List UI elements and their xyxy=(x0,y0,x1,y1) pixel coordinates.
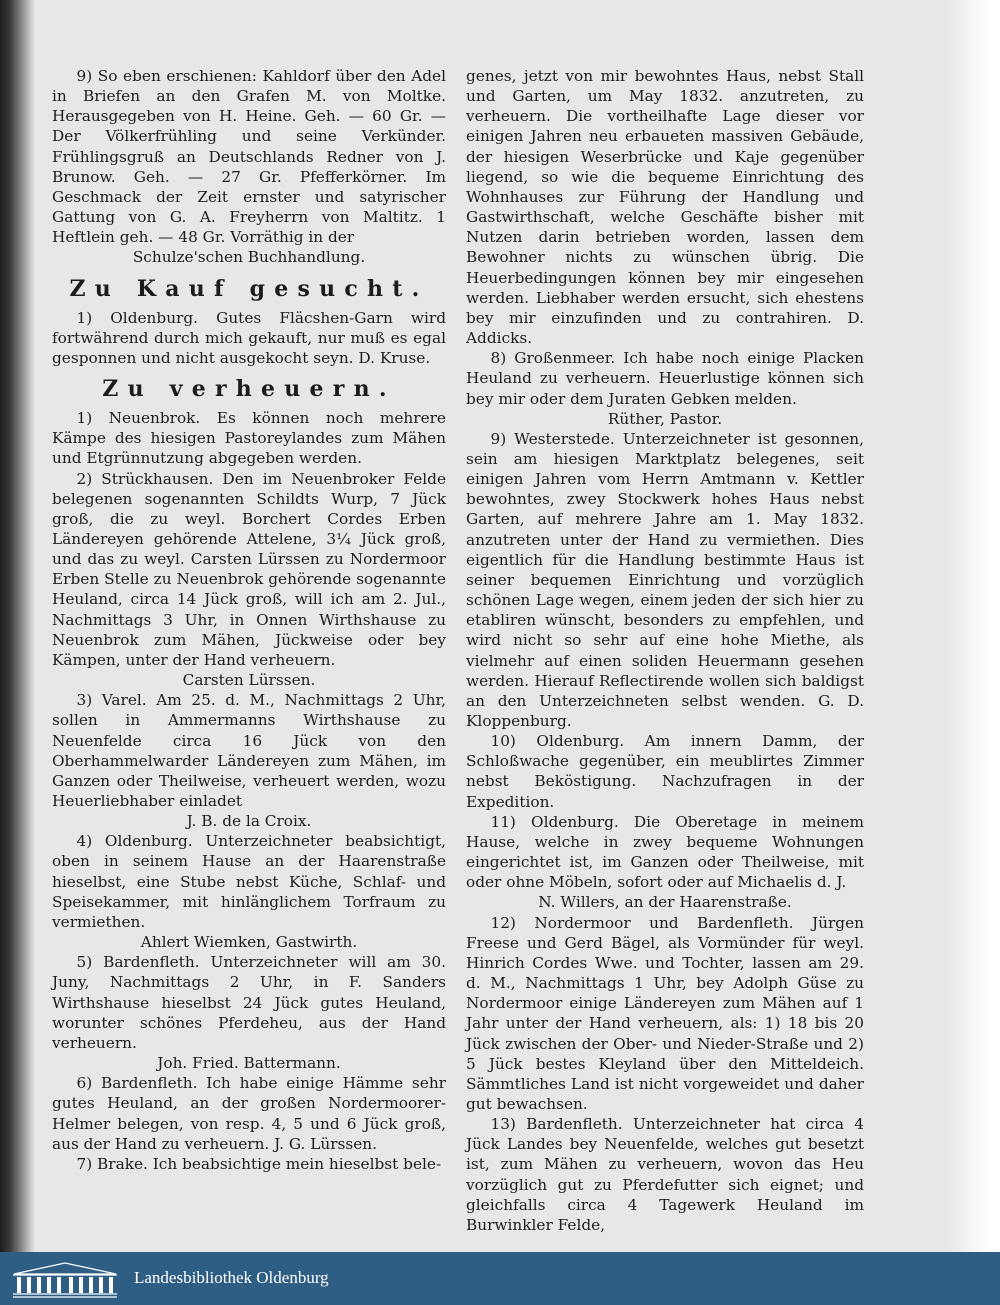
notice-9-signature: Schulze'schen Buchhandlung. xyxy=(132,248,366,267)
library-building-logo-icon xyxy=(10,1260,120,1300)
section-heading-verheuern: Zu verheuern. xyxy=(102,376,396,403)
verheuern-notice-3-signature: J. B. de la Croix. xyxy=(186,812,312,831)
verheuern-notice-10: 10) Oldenburg. Am innern Damm, der Schloßwache gegenüber, ein meublirtes Zimmer nebst Beköstigung. Nachzufragen in der Expedition. xyxy=(466,732,864,811)
verheuern-notice-8-signature: Rüther, Pastor. xyxy=(607,409,723,428)
notice-9-books: 9) So eben erschienen: Kahldorf über den Adel in Briefen an den Grafen M. von Moltke. Herausgegeben von H. Heine. Geh. — 60 Gr. — Der Völkerfrühling und seine Verkünder. Frühlingsgruß an Deutschlands Redner von J. Brunow. Geh. — 27 Gr. Pfefferkörner. Im Geschmack der Zeit ernster und satyrischer Gattung von G. A. Freyherrn von Maltitz. 1 Heftlein geh. — 48 Gr. Vorräthig in der xyxy=(52,67,446,247)
verheuern-notice-5-signature: Joh. Fried. Battermann. xyxy=(157,1054,341,1073)
footer-library-name[interactable]: Landesbibliothek Oldenburg xyxy=(134,1268,329,1287)
verheuern-notice-8: 8) Großenmeer. Ich habe noch einige Placken Heuland zu verheuern. Heuerlustige können sich bey mir oder dem Juraten Gebken melden. xyxy=(466,349,864,408)
book-spine-shadow xyxy=(0,0,34,1252)
verheuern-notice-4: 4) Oldenburg. Unterzeichneter beabsichtigt, oben in seinem Hause an der Haarenstraße hieselbst, eine Stube nebst Küche, Schlaf- und Speisekammer, mit hinlänglichem Torfraum zu vermiethen. xyxy=(52,832,446,931)
verheuern-notice-4-signature: Ahlert Wiemken, Gastwirth. xyxy=(140,933,358,952)
verheuern-notice-2-signature: Carsten Lürssen. xyxy=(182,671,316,690)
verheuern-notice-7-start: 7) Brake. Ich beabsichtige mein hieselbst bele- xyxy=(76,1154,442,1173)
verheuern-notice-7-continued: genes, jetzt von mir bewohntes Haus, nebst Stall und Garten, um May 1832. anzutreten, zu verheuern. Die vortheilhafte Lage dieser vor einigen Jahren neu erbaueten massiven Gebäude, der hiesigen Weserbrücke und Kaje gegenüber liegend, so wie die bequeme Einrichtung des Wohnhauses zur Führung der Handlung und Gastwirthschaft, welche Geschäfte bisher mit Nutzen darin betrieben worden, lassen dem Bewohner nichts zu wünschen übrig. Die Heuerbedingungen können bey mir eingesehen werden. Liebhaber werden ersucht, sich ehestens bey mir einzufinden und zu contrahiren. D. Addicks. xyxy=(466,67,864,348)
footer-bar xyxy=(0,1252,1000,1305)
verheuern-notice-5: 5) Bardenfleth. Unterzeichneter will am 30. Juny, Nachmittags 2 Uhr, in F. Sanders Wirthshause hieselbst 24 Jück gutes Heuland, worunter schönes Pferdeheu, aus der Hand verheuern. xyxy=(52,953,446,1052)
verheuern-notice-13: 13) Bardenfleth. Unterzeichneter hat circa 4 Jück Landes bey Neuenfelde, welches gut besetzt ist, zum Mähen zu verheuern, wovon das Heu vorzüglich gut zu Pferdefutter sich eignet; und gleichfalls circa 4 Tagewerk Heuland im Burwinkler Felde, xyxy=(466,1115,864,1234)
verheuern-notice-1: 1) Neuenbrok. Es können noch mehrere Kämpe des hiesigen Pastoreylandes zum Mähen und Etgrünnutzung abgegeben werden. xyxy=(52,409,446,468)
verheuern-notice-2: 2) Strückhausen. Den im Neuenbroker Felde belegenen sogenannten Schildts Wurp, 7 Jück groß, die zu weyl. Borchert Cordes Erben Ländereyen gehörende Attelene, 3¼ Jück groß, und das zu weyl. Carsten Lürssen zu Nordermoor Erben Stelle zu Neuenbrok gehörende sogenannte Heuland, circa 14 Jück groß, will ich am 2. Jul., Nachmittags 3 Uhr, in Onnen Wirthshause zu Neuenbrok zum Mähen, Jückweise oder bey Kämpen, unter der Hand verheuern. xyxy=(52,469,446,669)
verheuern-notice-6: 6) Bardenfleth. Ich habe einige Hämme sehr gutes Heuland, an der großen Nordermoorer-Helmer belegen, von resp. 4, 5 und 6 Jück groß, aus der Hand zu verheuern. J. G. Lürssen. xyxy=(52,1074,446,1153)
verheuern-notice-3: 3) Varel. Am 25. d. M., Nachmittags 2 Uhr, sollen in Ammermanns Wirthshause zu Neuenfelde circa 16 Jück von den Oberhammelwarder Ländereyen zum Mähen, im Ganzen oder Theilweise, verheuert werden, wozu Heuerliebhaber einladet xyxy=(52,691,446,810)
section-heading-kauf: Zu Kauf gesucht. xyxy=(69,275,429,302)
page-edge xyxy=(950,0,1000,1252)
kauf-notice-1: 1) Oldenburg. Gutes Fläcshen-Garn wird fortwährend durch mich gekauft, nur muß es egal gesponnen und nicht ausgekocht seyn. D. Kruse. xyxy=(52,308,446,367)
verheuern-notice-11: 11) Oldenburg. Die Oberetage in meinem Hause, welche in zwey bequeme Wohnungen eingerichtet ist, im Ganzen oder Theilweise, mit oder ohne Möbeln, sofort oder auf Michaelis d. J. xyxy=(466,812,864,892)
left-column xyxy=(52,66,446,1174)
right-column xyxy=(466,66,864,1235)
verheuern-notice-11-signature: N. Willers, an der Haarenstraße. xyxy=(538,893,792,912)
verheuern-notice-12: 12) Nordermoor und Bardenfleth. Jürgen Freese und Gerd Bägel, als Vormünder für weyl. Hinrich Cordes Wwe. und Tochter, lassen am 29. d. M., Nachmittags 1 Uhr, bey Adolph Güse zu Nordermoor einige Ländereyen zum Mähen auf 1 Jahr unter der Hand verheuern, als: 1) 18 bis 20 Jück zwischen der Ober- und Nieder-Straße und 2) 5 Jück bestes Kleyland über den Mitteldeich. Sämmtliches Land ist nicht vorgeweidet und daher gut bewachsen. xyxy=(466,913,864,1113)
verheuern-notice-9: 9) Westerstede. Unterzeichneter ist gesonnen, sein am hiesigen Marktplatz belegenes, seit einigen Jahren vom Herrn Amtmann v. Kettler bewohntes, zwey Stockwerk hohes Haus nebst Garten, auf mehrere Jahre am 1. May 1832. anzutreten unter der Hand zu vermiethen. Dies eigentlich für die Handlung bestimmte Haus ist seiner bequemen Einrichtung und vorzüglich schönen Lage wegen, einem jeden der sich hier zu etabliren wünscht, besonders zu empfehlen, und wird nicht so sehr auf eine hohe Miethe, als vielmehr auf einen soliden Heuermann gesehen werden. Hierauf Reflectirende wollen sich baldigst an den Unterzeichneten selbst wenden. G. D. Kloppenburg. xyxy=(466,429,864,730)
